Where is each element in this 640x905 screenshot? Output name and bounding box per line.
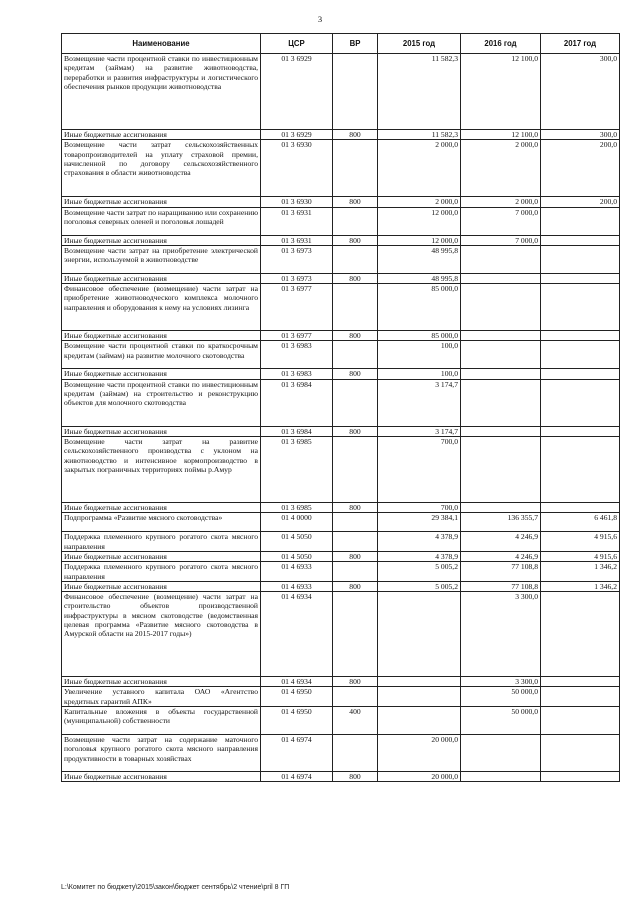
row-name: Иные бюджетные ассигнования xyxy=(62,581,261,591)
row-csr: 01 3 6977 xyxy=(261,284,333,331)
row-2015: 11 582,3 xyxy=(378,54,461,130)
row-vr: 800 xyxy=(333,677,378,687)
row-2015: 100,0 xyxy=(378,341,461,369)
table-row xyxy=(62,235,620,245)
row-vr xyxy=(333,140,378,197)
table-row xyxy=(62,735,620,772)
row-vr xyxy=(333,341,378,369)
row-csr: 01 3 6929 xyxy=(261,54,333,130)
row-name: Иные бюджетные ассигнования xyxy=(62,772,261,782)
row-name: Возмещение части затрат на развитие сельскохозяйственного производства с уклоном на животноводство и интенсивное кормопроизводство в закрытых пограничных территориях поймы р.Амур xyxy=(62,437,261,503)
table-row xyxy=(62,707,620,735)
row-2017 xyxy=(541,772,620,782)
row-vr xyxy=(333,532,378,552)
row-vr: 800 xyxy=(333,503,378,513)
row-vr xyxy=(333,735,378,772)
row-2015: 12 000,0 xyxy=(378,235,461,245)
row-2017: 1 346,2 xyxy=(541,581,620,591)
row-2015 xyxy=(378,707,461,735)
row-2015: 85 000,0 xyxy=(378,331,461,341)
row-name: Иные бюджетные ассигнования xyxy=(62,331,261,341)
row-csr: 01 3 6977 xyxy=(261,331,333,341)
row-name: Капитальные вложения в объекты государственной (муниципальной) собственности xyxy=(62,707,261,735)
row-csr: 01 4 6934 xyxy=(261,592,333,677)
row-name: Возмещение части затрат сельскохозяйственных товаропроизводителей на уплату страховой премии, начисленной по договору сельскохозяйственного страхования в области животноводства xyxy=(62,140,261,197)
row-csr: 01 3 6973 xyxy=(261,245,333,273)
row-vr: 800 xyxy=(333,426,378,436)
row-2017 xyxy=(541,207,620,235)
row-name: Поддержка племенного крупного рогатого скота мясного направления xyxy=(62,532,261,552)
table-row xyxy=(62,341,620,369)
row-2015: 5 005,2 xyxy=(378,581,461,591)
row-name: Возмещение части процентной ставки по краткосрочным кредитам (займам) на развитие молочного скотоводства xyxy=(62,341,261,369)
row-vr: 800 xyxy=(333,331,378,341)
table-row xyxy=(62,581,620,591)
row-vr xyxy=(333,592,378,677)
row-2016: 3 300,0 xyxy=(461,592,541,677)
row-2017 xyxy=(541,687,620,707)
row-vr: 800 xyxy=(333,197,378,207)
table-row xyxy=(62,245,620,273)
table-row xyxy=(62,687,620,707)
row-csr: 01 3 6985 xyxy=(261,437,333,503)
row-2017: 300,0 xyxy=(541,54,620,130)
row-2015: 48 995,8 xyxy=(378,273,461,283)
row-name: Иные бюджетные ассигнования xyxy=(62,273,261,283)
row-2017 xyxy=(541,677,620,687)
row-csr: 01 3 6931 xyxy=(261,207,333,235)
row-2016 xyxy=(461,284,541,331)
row-vr: 800 xyxy=(333,130,378,140)
row-2015: 700,0 xyxy=(378,437,461,503)
row-name: Иные бюджетные ассигнования xyxy=(62,197,261,207)
row-name: Поддержка племенного крупного рогатого скота мясного направления xyxy=(62,562,261,582)
row-csr: 01 3 6931 xyxy=(261,235,333,245)
row-2017 xyxy=(541,284,620,331)
row-vr xyxy=(333,245,378,273)
row-2016: 50 000,0 xyxy=(461,707,541,735)
row-2017: 4 915,6 xyxy=(541,551,620,561)
row-2017: 200,0 xyxy=(541,197,620,207)
row-2017 xyxy=(541,273,620,283)
row-name: Иные бюджетные ассигнования xyxy=(62,369,261,379)
row-2015: 4 378,9 xyxy=(378,551,461,561)
row-2017 xyxy=(541,426,620,436)
row-csr: 01 4 6933 xyxy=(261,581,333,591)
header-2015: 2015 год xyxy=(378,34,461,54)
row-2016: 2 000,0 xyxy=(461,140,541,197)
row-csr: 01 3 6984 xyxy=(261,379,333,426)
row-2016 xyxy=(461,273,541,283)
row-name: Иные бюджетные ассигнования xyxy=(62,130,261,140)
row-2016: 50 000,0 xyxy=(461,687,541,707)
row-2016: 2 000,0 xyxy=(461,197,541,207)
row-2016: 4 246,9 xyxy=(461,551,541,561)
row-2015: 700,0 xyxy=(378,503,461,513)
row-2016 xyxy=(461,772,541,782)
row-vr xyxy=(333,54,378,130)
row-2016 xyxy=(461,735,541,772)
row-vr: 800 xyxy=(333,581,378,591)
row-2016: 77 108,8 xyxy=(461,581,541,591)
row-2015: 2 000,0 xyxy=(378,140,461,197)
row-name: Иные бюджетные ассигнования xyxy=(62,503,261,513)
row-2015: 20 000,0 xyxy=(378,772,461,782)
row-name: Возмещение части затрат по наращиванию или сохранению поголовья северных оленей и поголовья лошадей xyxy=(62,207,261,235)
header-2016: 2016 год xyxy=(461,34,541,54)
table-row xyxy=(62,513,620,532)
row-csr: 01 4 6934 xyxy=(261,677,333,687)
table-row xyxy=(62,551,620,561)
row-2016 xyxy=(461,331,541,341)
row-2015: 4 378,9 xyxy=(378,532,461,552)
table-row xyxy=(62,369,620,379)
row-csr: 01 4 0000 xyxy=(261,513,333,532)
table-row xyxy=(62,284,620,331)
row-2017 xyxy=(541,341,620,369)
row-2017 xyxy=(541,245,620,273)
row-2017 xyxy=(541,735,620,772)
file-path-footer: L:\Комитет по бюджету\2015\закон\бюджет сентябрь\2 чтение\pril 8 ГП xyxy=(61,884,290,891)
row-csr: 01 4 6974 xyxy=(261,735,333,772)
row-name: Финансовое обеспечение (возмещение) части затрат на строительство объектов производственной инфраструктуры в мясном скотоводстве (ведомственная целевая программа «Развитие мясного скотоводства в Амурской области на 2015-2017 годы») xyxy=(62,592,261,677)
row-vr xyxy=(333,437,378,503)
row-name: Иные бюджетные ассигнования xyxy=(62,551,261,561)
row-2015: 2 000,0 xyxy=(378,197,461,207)
row-2015: 3 174,7 xyxy=(378,379,461,426)
row-2017 xyxy=(541,503,620,513)
row-2017 xyxy=(541,235,620,245)
row-csr: 01 3 6983 xyxy=(261,369,333,379)
row-csr: 01 3 6929 xyxy=(261,130,333,140)
row-2017 xyxy=(541,379,620,426)
header-csr: ЦСР xyxy=(261,34,333,54)
table-row xyxy=(62,273,620,283)
row-name: Возмещение части процентной ставки по инвестиционным кредитам (займам) на строительство и реконструкцию объектов для молочного скотоводства xyxy=(62,379,261,426)
row-2016 xyxy=(461,426,541,436)
table-row xyxy=(62,503,620,513)
row-2015: 11 582,3 xyxy=(378,130,461,140)
row-2015: 100,0 xyxy=(378,369,461,379)
table-row xyxy=(62,379,620,426)
budget-table xyxy=(61,33,620,782)
row-2016: 4 246,9 xyxy=(461,532,541,552)
row-2015: 20 000,0 xyxy=(378,735,461,772)
table-row xyxy=(62,772,620,782)
row-2015 xyxy=(378,677,461,687)
row-2016: 7 000,0 xyxy=(461,235,541,245)
table-header-row xyxy=(62,34,620,54)
page-number: 3 xyxy=(317,14,323,24)
row-vr xyxy=(333,687,378,707)
row-2016: 77 108,8 xyxy=(461,562,541,582)
row-name: Возмещение части затрат на приобретение электрической энергии, используемой в животноводстве xyxy=(62,245,261,273)
row-name: Подпрограмма «Развитие мясного скотоводства» xyxy=(62,513,261,532)
row-2017: 1 346,2 xyxy=(541,562,620,582)
table-row xyxy=(62,592,620,677)
row-vr xyxy=(333,562,378,582)
row-name: Увеличение уставного капитала ОАО «Агентство кредитных гарантий АПК» xyxy=(62,687,261,707)
row-csr: 01 3 6930 xyxy=(261,140,333,197)
row-2016 xyxy=(461,245,541,273)
header-vr: ВР xyxy=(333,34,378,54)
row-name: Возмещение части затрат на содержание маточного поголовья крупного рогатого скота мясного направления продуктивности в товарных хозяйствах xyxy=(62,735,261,772)
row-csr: 01 3 6930 xyxy=(261,197,333,207)
row-name: Иные бюджетные ассигнования xyxy=(62,235,261,245)
row-csr: 01 3 6985 xyxy=(261,503,333,513)
row-2016 xyxy=(461,369,541,379)
row-vr xyxy=(333,379,378,426)
row-2015: 5 005,2 xyxy=(378,562,461,582)
row-2015 xyxy=(378,687,461,707)
table-row xyxy=(62,677,620,687)
row-vr xyxy=(333,513,378,532)
row-2017: 4 915,6 xyxy=(541,532,620,552)
row-vr: 800 xyxy=(333,772,378,782)
row-2015: 48 995,8 xyxy=(378,245,461,273)
row-csr: 01 4 6933 xyxy=(261,562,333,582)
row-2016: 3 300,0 xyxy=(461,677,541,687)
row-csr: 01 3 6973 xyxy=(261,273,333,283)
row-2017 xyxy=(541,369,620,379)
table-row xyxy=(62,532,620,552)
row-csr: 01 4 6974 xyxy=(261,772,333,782)
row-csr: 01 3 6984 xyxy=(261,426,333,436)
header-name: Наименование xyxy=(62,34,261,54)
row-2017: 6 461,8 xyxy=(541,513,620,532)
row-csr: 01 3 6983 xyxy=(261,341,333,369)
row-2016: 136 355,7 xyxy=(461,513,541,532)
row-2015 xyxy=(378,592,461,677)
row-csr: 01 4 5050 xyxy=(261,551,333,561)
row-2017: 300,0 xyxy=(541,130,620,140)
row-2016 xyxy=(461,437,541,503)
table-row xyxy=(62,331,620,341)
row-2016: 12 100,0 xyxy=(461,54,541,130)
row-2016 xyxy=(461,341,541,369)
table-row xyxy=(62,437,620,503)
row-name: Иные бюджетные ассигнования xyxy=(62,677,261,687)
header-2017: 2017 год xyxy=(541,34,620,54)
row-2016: 7 000,0 xyxy=(461,207,541,235)
row-vr: 800 xyxy=(333,369,378,379)
row-2017 xyxy=(541,592,620,677)
table-row xyxy=(62,426,620,436)
row-2016 xyxy=(461,379,541,426)
row-csr: 01 4 6950 xyxy=(261,687,333,707)
row-vr: 800 xyxy=(333,273,378,283)
row-vr: 800 xyxy=(333,235,378,245)
row-name: Возмещение части процентной ставки по инвестиционным кредитам (займам) на развитие животноводства, переработки и развития инфраструктуры и логистического обеспечения рынков продукции животноводства xyxy=(62,54,261,130)
row-vr xyxy=(333,284,378,331)
row-vr: 400 xyxy=(333,707,378,735)
table-row xyxy=(62,140,620,197)
row-2015: 3 174,7 xyxy=(378,426,461,436)
row-2015: 12 000,0 xyxy=(378,207,461,235)
row-2017 xyxy=(541,331,620,341)
row-vr: 800 xyxy=(333,551,378,561)
row-2016: 12 100,0 xyxy=(461,130,541,140)
table-row xyxy=(62,130,620,140)
row-vr xyxy=(333,207,378,235)
row-2017: 200,0 xyxy=(541,140,620,197)
row-name: Финансовое обеспечение (возмещение) части затрат на приобретение животноводческого комплекса молочного направления и оборудования к нему на условиях лизинга xyxy=(62,284,261,331)
table-row xyxy=(62,562,620,582)
row-csr: 01 4 6950 xyxy=(261,707,333,735)
table-row xyxy=(62,207,620,235)
row-csr: 01 4 5050 xyxy=(261,532,333,552)
row-name: Иные бюджетные ассигнования xyxy=(62,426,261,436)
row-2015: 85 000,0 xyxy=(378,284,461,331)
row-2017 xyxy=(541,707,620,735)
table-row xyxy=(62,197,620,207)
table-row xyxy=(62,54,620,130)
row-2017 xyxy=(541,437,620,503)
row-2015: 29 384,1 xyxy=(378,513,461,532)
row-2016 xyxy=(461,503,541,513)
